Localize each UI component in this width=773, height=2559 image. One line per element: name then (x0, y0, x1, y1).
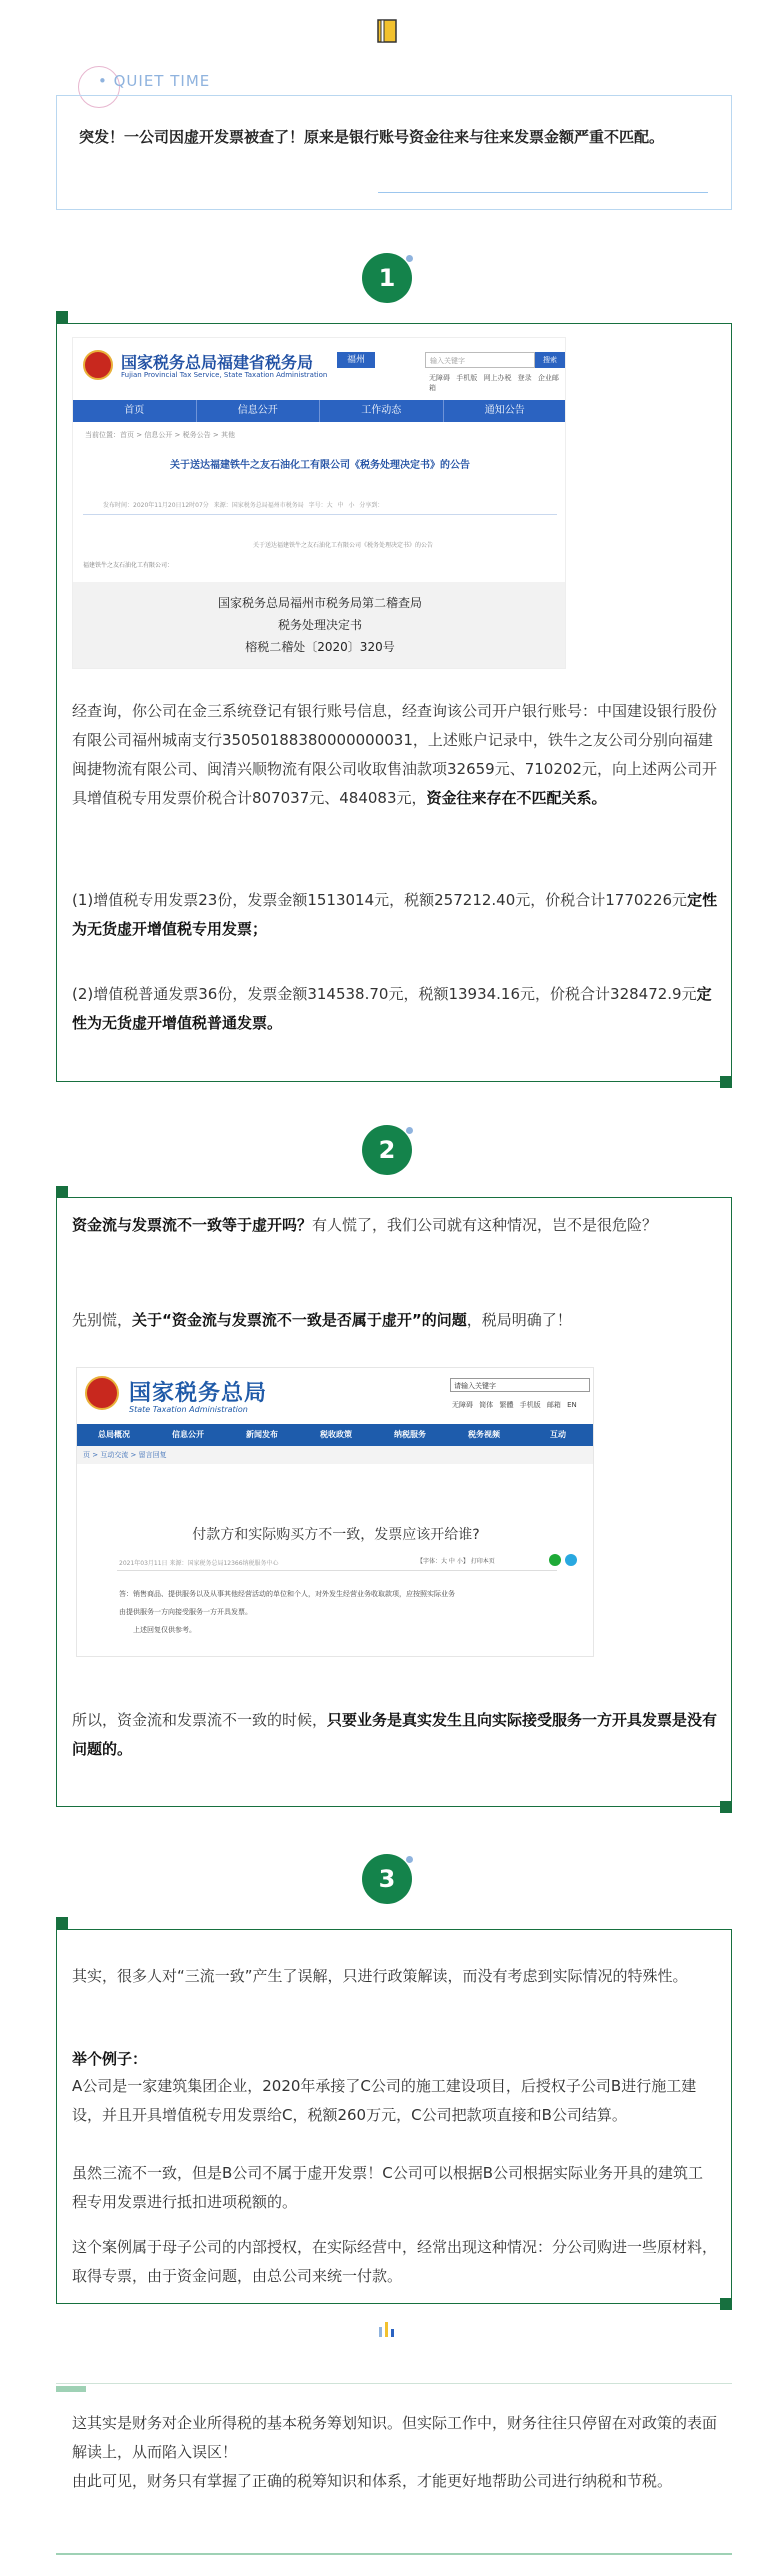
reply-headline: 付款方和实际购买方不一致，发票应该开给谁? (192, 1527, 480, 1543)
section-2-number: 2 (362, 1125, 412, 1175)
divider (83, 514, 557, 515)
section-1-paragraph-1 (72, 697, 718, 813)
section-1-dot (406, 255, 413, 262)
nav-item: 税收政策 (320, 1430, 352, 1439)
p3-text: (2)增值税普通发票36份，发票金额314538.70元，税额13934.16元，价税合计328472.9元 (72, 985, 697, 1003)
section-3-paragraph-2: A公司是一家建筑集团企业，2020年承接了C公司的施工建设项目，后授权子公司B进行施工建设，并且开具增值税专用发票给C，税额260万元，C公司把款项直接和B公司结算。 (72, 2077, 697, 2124)
tax-emblem-icon (83, 350, 113, 380)
section-2-corner-bottom (720, 1801, 732, 1813)
font-tools: 【字体：大 中 小】 打印本页 (417, 1558, 495, 1565)
nav-item: 新闻发布 (246, 1430, 278, 1439)
doc-line: 榕税二稽处〔2020〕320号 (245, 640, 395, 654)
section-2-paragraph-3 (72, 1706, 718, 1764)
divider (117, 1570, 557, 1571)
section-1-corner-top (56, 311, 68, 323)
top-links: 无障碍 简体 繁體 手机版 邮箱 EN (452, 1401, 577, 1409)
reply-line: 答：销售商品、提供服务以及从事其他经营活动的单位和个人，对外发生经营业务收取款项，应按照实际业务 (119, 1590, 455, 1598)
site-subtitle: State Taxation Administration (129, 1405, 248, 1414)
p3-bold: 只要业务是真实发生且向实际接受服务一方开具发票是没有问题的。 (72, 1711, 718, 1758)
footer-line: 这其实是财务对企业所得税的基本税务筹划知识。但实际工作中，财务往往只停留在对政策的表面解读上，从而陷入误区！ (72, 2414, 718, 2461)
p2-bold: 关于“资金流与发票流不一致是否属于虚开”的问题 (132, 1311, 467, 1329)
example-title: 举个例子： (72, 2050, 148, 2068)
nav-item: 纳税服务 (394, 1430, 426, 1439)
quiet-time-label: • QUIET TIME (98, 72, 211, 90)
decision-document-header (73, 582, 566, 669)
doc-line: 税务处理决定书 (277, 618, 362, 632)
breadcrumb: 页 > 互动交流 > 留言回复 (77, 1446, 594, 1464)
reply-meta: 2021年03月11日 来源：国家税务总局12366纳税服务中心 (119, 1560, 279, 1567)
nav-item: 互动 (550, 1430, 566, 1439)
section-3-number: 3 (362, 1854, 412, 1904)
notice-meta: 发布时间：2020年11月20日12时07分 来源：国家税务总局福州市税务局 字号：大 中 小 分享到： (103, 502, 384, 509)
sta-emblem-icon (85, 1376, 119, 1410)
nav-item: 通知公告 (444, 400, 567, 422)
intro-underline (378, 192, 708, 193)
footer-bottom-line (56, 2553, 732, 2555)
section-2-dot (406, 1127, 413, 1134)
search-button: 搜索 (535, 352, 565, 368)
section-2-paragraph-2 (72, 1306, 718, 1335)
bar-chart-icon (378, 2321, 396, 2337)
section-3-paragraph-1: 其实，很多人对“三流一致”产生了误解，只进行政策解读，而没有考虑到实际情况的特殊性。 (72, 1967, 688, 1985)
p1-bold: 资金往来存在不匹配关系。 (426, 789, 607, 807)
site-title: 国家税务总局福建省税务局 (121, 353, 314, 372)
p2-bold: 定性为无货虚开增值税专用发票； (72, 891, 718, 938)
notice-addressee: 福建铁牛之友石油化工有限公司： (83, 562, 174, 569)
section-3-corner-bottom (720, 2298, 732, 2310)
nav-item: 信息公开 (197, 400, 321, 422)
notice-small-title: 关于送达福建铁牛之友石油化工有限公司《税务处理决定书》的公告 (253, 542, 434, 549)
intro-text: 突发！一公司因虚开发票被查了！原来是银行账号资金往来与往来发票金额严重不匹配。 (79, 128, 665, 146)
footer-text (72, 2409, 717, 2496)
section-1-paragraph-3 (72, 980, 718, 1038)
breadcrumb: 当前位置：首页 > 信息公开 > 税务公告 > 其他 (85, 431, 235, 439)
nav-item: 信息公开 (172, 1430, 204, 1439)
section-3-dot (406, 1856, 413, 1863)
section-2-paragraph-1 (72, 1211, 718, 1240)
sta-reply-screenshot (76, 1367, 594, 1657)
reply-line: 由提供服务一方向接受服务一方开具发票。 (119, 1608, 252, 1616)
top-links: 无障碍 手机版 网上办税 登录 企业邮箱 (429, 374, 559, 392)
footer-accent (56, 2386, 86, 2392)
site-nav (77, 1424, 594, 1446)
wechat-share-icon (549, 1554, 561, 1566)
section-1-number: 1 (362, 253, 412, 303)
nav-item: 工作动态 (320, 400, 444, 422)
search-input: 请输入关键字 (450, 1378, 590, 1392)
section-1-corner-bottom (720, 1076, 732, 1088)
p2-text: 先别慌， (72, 1311, 133, 1329)
section-3-paragraph-4: 这个案例属于母子公司的内部授权，在实际经营中，经常出现这种情况：分公司购进一些原材料，取得专票，由于资金问题，由总公司来统一付款。 (72, 2238, 718, 2285)
p1-text: 有人慌了，我们公司就有这种情况，岂不是很危险？ (312, 1216, 658, 1234)
section-2-corner-top (56, 1186, 68, 1198)
reply-body (119, 1585, 559, 1639)
city-tag: 福州 (337, 352, 375, 368)
nav-item: 总局概况 (98, 1430, 130, 1439)
section-3-paragraph-3: 虽然三流不一致，但是B公司不属于虚开发票！C公司可以根据B公司根据实际业务开具的建筑工程专用发票进行抵扣进项税额的。 (72, 2164, 704, 2211)
p2-text: (1)增值税专用发票23份，发票金额1513014元，税额257212.40元，价税合计1770226元 (72, 891, 688, 909)
site-subtitle: Fujian Provincial Tax Service, State Taxation Administration (121, 371, 328, 379)
notice-headline: 关于送达福建铁牛之友石油化工有限公司《税务处理决定书》的公告 (170, 460, 470, 471)
search-input: 输入关键字 (425, 352, 535, 368)
p1-text: 经查询，你公司在金三系统登记有银行账号信息，经查询该公司开户银行账号：中国建设银行股份有限公司福州城南支行35050188380000000031，上述账户记录中，铁牛之友公司分别向福建闽捷物流有限公司、闽清兴顺物流有限公司收取售油款项32659元、710202元，向上述两公司开具增值税专用发票价税合计807037元、484083元， (72, 702, 718, 807)
site-title: 国家税务总局 (129, 1381, 268, 1406)
doc-line: 国家税务总局福州市税务局第二稽查局 (217, 596, 422, 610)
tax-notice-screenshot (72, 337, 566, 669)
section-1-paragraph-2 (72, 886, 718, 944)
site-nav (73, 400, 566, 422)
p3-bold: 定性为无货虚开增值税普通发票。 (72, 985, 712, 1032)
nav-item: 税务视频 (468, 1430, 500, 1439)
reply-line: 上述回复仅供参考。 (133, 1626, 196, 1634)
weibo-share-icon (565, 1554, 577, 1566)
p2-tail: ，税局明确了！ (466, 1311, 572, 1329)
footer-line: 由此可见，财务只有掌握了正确的税筹知识和体系，才能更好地帮助公司进行纳税和节税。 (72, 2472, 673, 2490)
section-3-corner-top (56, 1917, 68, 1929)
footer-top-line (56, 2383, 732, 2384)
book-icon (375, 18, 399, 44)
p3-text: 所以，资金流和发票流不一致的时候， (72, 1711, 328, 1729)
nav-item: 首页 (73, 400, 197, 422)
p1-bold: 资金流与发票流不一致等于虚开吗？ (72, 1216, 313, 1234)
